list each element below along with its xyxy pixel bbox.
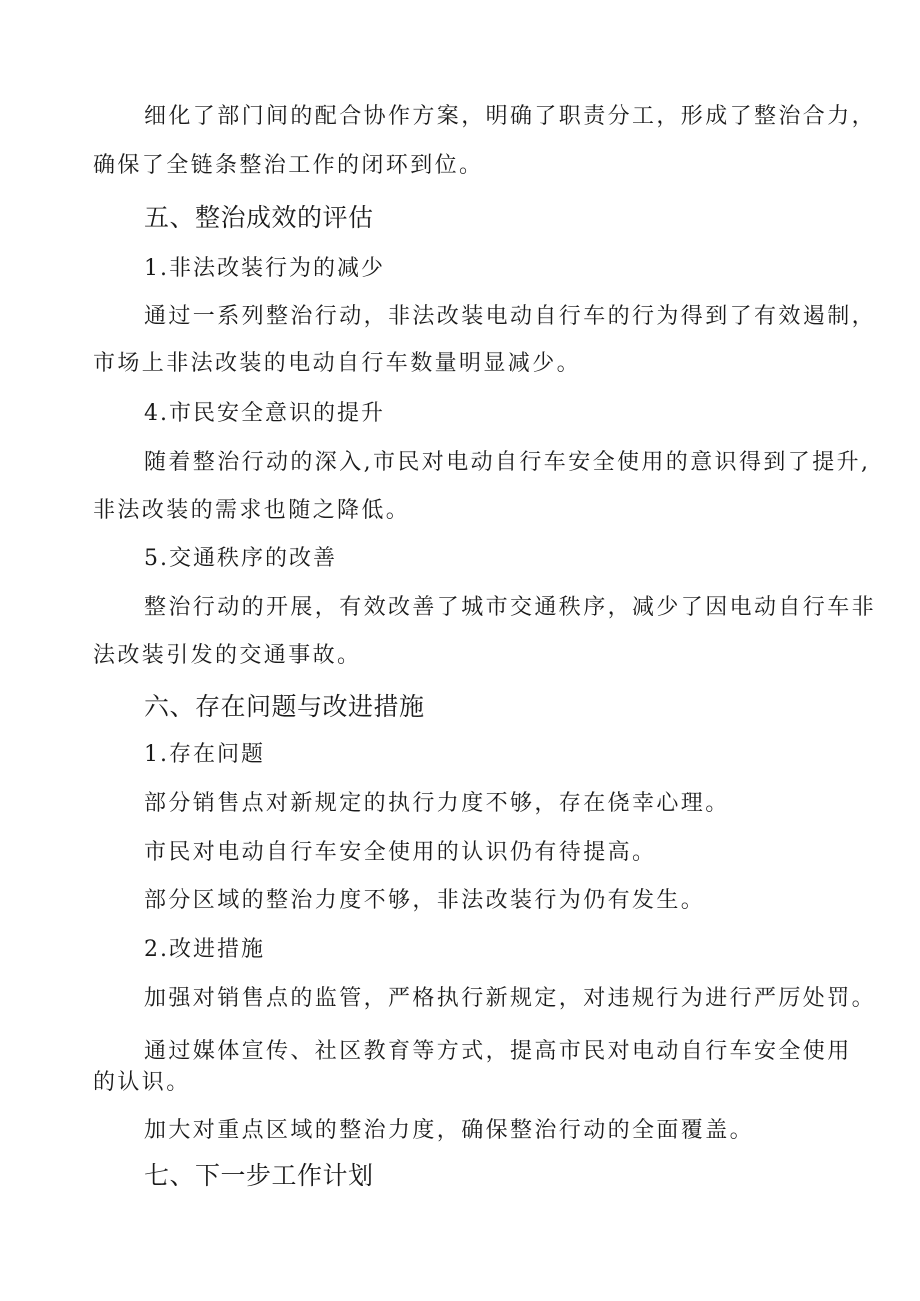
paragraph-line: 非法改装的需求也随之降低。 (93, 498, 411, 523)
paragraph-line: 整治行动的开展，有效改善了城市交通秩序，减少了因电动自行车非 (144, 595, 877, 620)
paragraph-line: 随着整治行动的深入,市民对电动自行车安全使用的意识得到了提升, (144, 450, 871, 475)
paragraph-line: 法改装引发的交通事故。 (93, 643, 362, 668)
paragraph-line: 的认识。 (93, 1070, 191, 1095)
section-heading-5: 五、整治成效的评估 (144, 203, 374, 232)
paragraph-line: 确保了全链条整治工作的闭环到位。 (93, 153, 484, 178)
subsection-title: 2.改进措施 (144, 937, 265, 962)
paragraph-line: 通过一系列整治行动，非法改装电动自行车的行为得到了有效遏制， (144, 304, 877, 329)
paragraph-line: 通过媒体宣传、社区教育等方式，提高市民对电动自行车安全使用 (144, 1039, 852, 1064)
paragraph-line: 部分区域的整治力度不够，非法改装行为仍有发生。 (144, 888, 706, 913)
section-heading-6: 六、存在问题与改进措施 (144, 692, 425, 721)
paragraph-line: 市场上非法改装的电动自行车数量明显减少。 (93, 351, 582, 376)
paragraph-line: 部分销售点对新规定的执行力度不够，存在侥幸心理。 (144, 791, 730, 816)
paragraph-line: 市民对电动自行车安全使用的认识仍有待提高。 (144, 840, 657, 865)
paragraph-line: 细化了部门间的配合协作方案，明确了职责分工，形成了整治合力， (144, 104, 877, 129)
subsection-title: 5.交通秩序的改善 (144, 546, 337, 571)
subsection-title: 4.市民安全意识的提升 (144, 401, 385, 426)
paragraph-line: 加强对销售点的监管，严格执行新规定，对违规行为进行严厉处罚。 (144, 986, 877, 1011)
subsection-title: 1.非法改装行为的减少 (144, 256, 385, 281)
section-heading-7: 七、下一步工作计划 (144, 1161, 374, 1190)
subsection-title: 1.存在问题 (144, 742, 265, 767)
paragraph-line: 加大对重点区域的整治力度，确保整治行动的全面覆盖。 (144, 1118, 755, 1143)
